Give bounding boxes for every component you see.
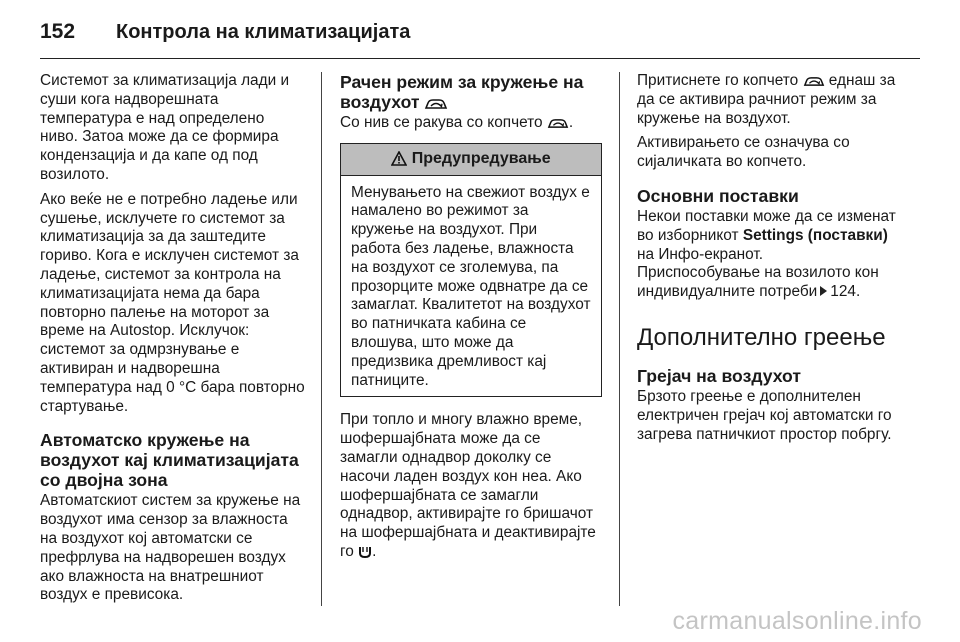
column-divider-1 [321,72,322,606]
paragraph-auto-recirculation: Автоматскиот систем за кружење на воздухот има сензор за влажноста на воздухот кој автоматски се префрлува на надворешен воздух ако влажноста на внатрешниот воздух е превисока. [40,492,301,604]
settings-menu-text: Некои поставки може да се изменат во изборникот [637,207,896,244]
page-title: Контрола на климатизацијата [116,20,411,43]
heading-auto-recirculation: Автоматско кружење на воздухот кај климатизацијата со двојна зона [40,430,299,491]
warning-title: Предупредување [411,149,551,167]
heading-manual-recirculation [340,72,602,112]
header-divider [40,58,920,59]
paragraph-aircon-off: Ако веќе не е потребно ладење или сушење, исклучете го системот за климатизација за да заштедите гориво. Кога е исклучен системот за ладење, системот за контрола на климатизацијата нема да бара повторно палење на моторот за време на Autostop. Исклучок: системот за одмрзнување е активиран и надворешна температура над 0 °C бара повторно стартување. [40,190,305,415]
windshield-fog-end: . [372,542,377,560]
recirculation-icon [547,117,569,130]
press-button-text: Притиснете го копчето [637,72,799,89]
paragraph-aircon-intro: Системот за климатизација лади и суши кога надворешната температура е над определено ниво. Затоа може да се формира кондензација и да капе од под возилото. [40,72,290,183]
page-number: 152 [40,20,76,43]
column-3 [637,72,907,450]
settings-menu-name: Settings (поставки) [742,226,888,244]
recirculation-icon [424,97,448,111]
paragraph-indicator-lamp: Активирањето се означува со сијаличката во копчето. [637,134,850,171]
paragraph-personalisation [637,264,907,302]
column-divider-2 [619,72,620,606]
page-reference-arrow-icon [820,286,827,296]
manual-intro-text: Со нив се ракува со копчето [340,114,543,131]
heading-manual-text: Рачен режим за кружење на воздухот [340,72,584,112]
personalisation-text: Приспособување на возилото кон индивидуалните потреби [637,264,879,301]
column-2 [340,72,602,568]
warning-text: Менувањето на свежиот воздух е намалено во режимот за кружење на воздухот. При работа без ладење, влажноста на воздухот се зголемува, па прозорците може одвнатре да се замаглат. Квалитетот на воздухот во патничката кабина се влошува, што може да предизвика дремливост кај патниците. [351,183,591,389]
warning-header [341,144,601,176]
personalisation-page-ref: 124. [830,283,861,301]
paragraph-press-button [637,72,907,128]
watermark: carmanualsonline.info [672,607,922,635]
paragraph-windshield-fog [340,411,602,561]
heading-additional-heating: Дополнително греење [637,323,886,351]
paragraph-manual-intro [340,114,602,133]
windshield-fog-text: При топло и многу влажно време, шофершајбната може да се замагли однадвор доколку се насочи ладен воздух кон неа. Ако шофершајбната се замагли однадвор, активирајте го бришачот на шофершајбната и деактивирајте го [340,411,596,560]
heading-air-heater: Грејач на воздухот [637,365,801,386]
cooling-icon [358,545,372,559]
settings-menu-rest: на Инфо-екранот. [637,245,763,263]
press-button-rest: еднаш за да се активира рачниот режим за кружење на воздухот. [637,72,896,127]
page-header [40,12,410,52]
column-1 [40,72,305,611]
manual-intro-end: . [568,114,574,131]
warning-triangle-icon [391,151,407,166]
paragraph-settings-menu [637,208,907,264]
warning-box [340,143,602,398]
heading-basic-settings: Основни поставки [637,185,799,206]
recirculation-icon [803,75,825,88]
paragraph-air-heater: Брзото греење е дополнителен електричен грејач кој автоматски го загрева патничкиот простор побргу. [637,387,892,443]
